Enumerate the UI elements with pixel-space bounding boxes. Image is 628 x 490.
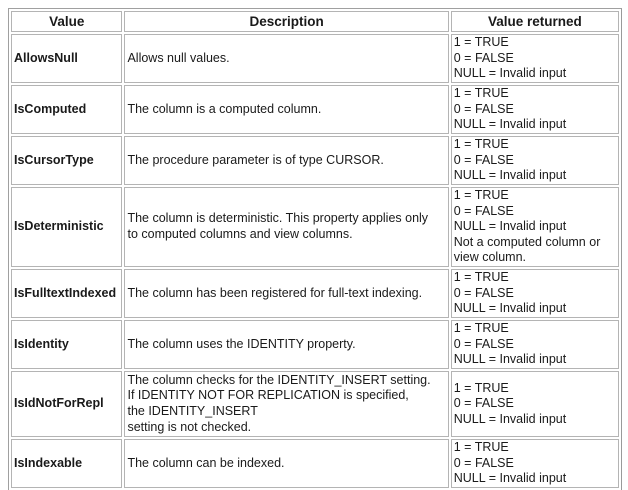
- property-returned: [451, 85, 619, 134]
- description-line: The procedure parameter is of type CURSOR.: [127, 152, 384, 167]
- property-name: IsIndexable: [11, 439, 122, 488]
- returned-line: 0 = FALSE: [453, 336, 514, 351]
- returned-line: 0 = FALSE: [453, 396, 514, 411]
- header-description: Description: [124, 11, 448, 32]
- description-line: The column can be indexed.: [127, 455, 285, 470]
- description-line: The column uses the IDENTITY property.: [127, 336, 356, 351]
- returned-line: 1 = TRUE: [453, 270, 509, 285]
- property-name: IsDeterministic: [11, 187, 122, 267]
- returned-line: NULL = Invalid input: [453, 301, 567, 316]
- property-table-container: [8, 8, 622, 490]
- returned-line: 1 = TRUE: [453, 440, 509, 455]
- property-returned: [451, 269, 619, 318]
- table-row: [11, 187, 619, 267]
- description-line: The column has been registered for full-text indexing.: [127, 285, 423, 300]
- returned-line: NULL = Invalid input: [453, 117, 567, 132]
- returned-line: NULL = Invalid input: [453, 66, 567, 81]
- table-row: [11, 439, 619, 488]
- description-line: the IDENTITY_INSERT: [127, 403, 258, 418]
- returned-line: 1 = TRUE: [453, 86, 509, 101]
- property-returned: [451, 320, 619, 369]
- returned-line: Not a computed column or: [453, 234, 601, 249]
- returned-line: 1 = TRUE: [453, 188, 509, 202]
- description-line: The column checks for the IDENTITY_INSERT setting.: [127, 372, 431, 387]
- table-row: [11, 269, 619, 318]
- property-description: [124, 371, 448, 437]
- table-row: [11, 136, 619, 185]
- property-returned: [451, 439, 619, 488]
- table-row: [11, 371, 619, 437]
- property-returned: [451, 34, 619, 83]
- description-line: Allows null values.: [127, 50, 230, 65]
- property-description: [124, 136, 448, 185]
- property-description: [124, 34, 448, 83]
- returned-line: NULL = Invalid input: [453, 219, 567, 234]
- property-returned: [451, 371, 619, 437]
- property-name: AllowsNull: [11, 34, 122, 83]
- returned-line: NULL = Invalid input: [453, 352, 567, 367]
- returned-line: 0 = FALSE: [453, 101, 514, 116]
- description-line: If IDENTITY NOT FOR REPLICATION is specified,: [127, 388, 409, 403]
- property-description: [124, 85, 448, 134]
- header-row: [11, 11, 619, 32]
- returned-line: view column.: [453, 250, 526, 265]
- column-property-table: [8, 8, 622, 490]
- property-description: [124, 320, 448, 369]
- returned-line: NULL = Invalid input: [453, 471, 567, 486]
- returned-line: 1 = TRUE: [453, 137, 509, 152]
- property-name: IsComputed: [11, 85, 122, 134]
- property-returned: [451, 136, 619, 185]
- header-value: Value: [11, 11, 122, 32]
- returned-line: 0 = FALSE: [453, 50, 514, 65]
- returned-line: NULL = Invalid input: [453, 411, 567, 426]
- returned-line: 1 = TRUE: [453, 380, 509, 395]
- returned-line: 1 = TRUE: [453, 321, 509, 336]
- property-name: IsIdentity: [11, 320, 122, 369]
- returned-line: 0 = FALSE: [453, 455, 514, 470]
- property-description: [124, 187, 448, 267]
- property-name: IsFulltextIndexed: [11, 269, 122, 318]
- property-description: [124, 439, 448, 488]
- description-line: setting is not checked.: [127, 419, 252, 434]
- table-row: [11, 85, 619, 134]
- returned-line: 0 = FALSE: [453, 203, 514, 218]
- description-line: The column is a computed column.: [127, 101, 322, 116]
- table-row: [11, 320, 619, 369]
- returned-line: NULL = Invalid input: [453, 168, 567, 183]
- property-name: IsIdNotForRepl: [11, 371, 122, 437]
- returned-line: 0 = FALSE: [453, 152, 514, 167]
- description-line: The column is deterministic. This property applies only: [127, 211, 429, 226]
- property-returned: [451, 187, 619, 267]
- header-value-returned: Value returned: [451, 11, 619, 32]
- property-name: IsCursorType: [11, 136, 122, 185]
- returned-line: 1 = TRUE: [453, 35, 509, 50]
- table-row: [11, 34, 619, 83]
- returned-line: 0 = FALSE: [453, 285, 514, 300]
- description-line: to computed columns and view columns.: [127, 226, 353, 241]
- property-description: [124, 269, 448, 318]
